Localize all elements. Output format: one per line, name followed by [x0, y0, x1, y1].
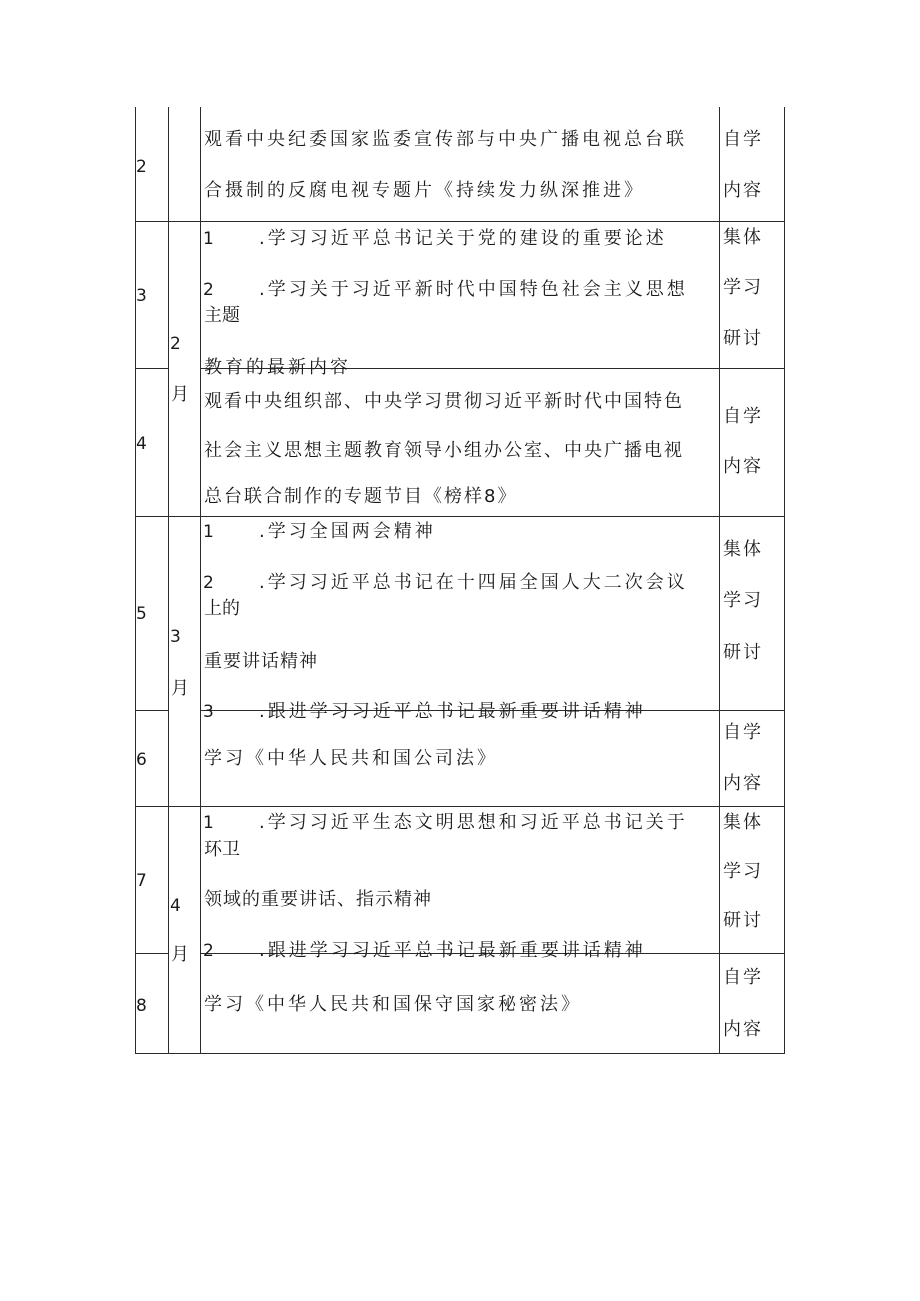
month-unit: 月 — [171, 678, 189, 699]
study-type-line: 集体 — [723, 539, 763, 560]
content-cell — [201, 954, 719, 1053]
study-type-line: 内容 — [723, 1019, 763, 1040]
content-line: 环卫 — [204, 839, 240, 860]
row-number: 3 — [136, 286, 147, 306]
row-number: 5 — [136, 604, 147, 624]
table-border-right — [784, 107, 785, 1054]
item-number: 1 — [203, 229, 214, 249]
column-divider-no — [168, 107, 169, 1054]
study-type-line: 学习 — [723, 590, 763, 611]
study-type-line: 学习 — [723, 277, 763, 298]
item-number: 2 — [203, 941, 214, 961]
content-line: 主题 — [204, 305, 240, 326]
content-cell — [201, 807, 719, 961]
content-line: 观看中央纪委国家监委宣传部与中央广播电视总台联 — [204, 129, 687, 150]
row-divider — [135, 368, 169, 369]
item-text: .跟进学习习近平总书记最新重要讲话精神 — [259, 701, 646, 722]
month-unit: 月 — [171, 944, 189, 965]
study-type-line: 内容 — [723, 456, 763, 477]
study-type-line: 研讨 — [723, 642, 763, 663]
content-line: 学习《中华人民共和国公司法》 — [204, 748, 498, 769]
study-type-line: 自学 — [723, 967, 763, 988]
table-border-bottom — [135, 1053, 785, 1054]
row-number: 6 — [136, 750, 147, 770]
table-border-left — [135, 107, 136, 1054]
item-number: 1 — [203, 522, 214, 542]
row-number: 7 — [136, 871, 147, 891]
content-line: 总台联合制作的专题节目《榜样8》 — [204, 486, 518, 507]
study-type-line: 内容 — [723, 180, 763, 201]
study-type-line: 学习 — [723, 861, 763, 882]
row-divider — [135, 953, 169, 954]
month-number: 2 — [170, 334, 181, 354]
month-number: 4 — [170, 896, 181, 916]
study-type-line: 自学 — [723, 129, 763, 150]
study-type-line: 自学 — [723, 722, 763, 743]
content-line: 领域的重要讲话、指示精神 — [204, 889, 432, 910]
content-line: 社会主义思想主题教育领导小组办公室、中央广播电视 — [204, 440, 684, 461]
study-type-line: 研讨 — [723, 328, 763, 349]
content-cell — [201, 711, 719, 806]
study-type-line: 研讨 — [723, 910, 763, 931]
content-line: 观看中央组织部、中央学习贯彻习近平新时代中国特色 — [204, 391, 684, 412]
content-line: 重要讲话精神 — [204, 651, 318, 672]
item-number: 1 — [203, 813, 214, 833]
content-line: 合摄制的反腐电视专题片《持续发力纵深推进》 — [204, 180, 645, 201]
row-divider — [135, 710, 169, 711]
content-cell — [201, 517, 719, 722]
content-line: 上的 — [204, 598, 240, 619]
study-type-line: 自学 — [723, 406, 763, 427]
item-number: 2 — [203, 280, 214, 300]
item-text: .学习关于习近平新时代中国特色社会主义思想 — [259, 279, 688, 300]
column-divider-content — [719, 107, 720, 1054]
row-number: 8 — [136, 996, 147, 1016]
month-number: 3 — [170, 627, 181, 647]
row-number: 4 — [136, 434, 147, 454]
item-number: 3 — [203, 702, 214, 722]
row-number: 2 — [136, 157, 147, 177]
study-type-line: 集体 — [723, 812, 763, 833]
item-text: .学习全国两会精神 — [259, 521, 436, 542]
content-line: 学习《中华人民共和国保守国家秘密法》 — [204, 994, 582, 1015]
content-cell — [201, 108, 719, 221]
item-text: .学习习近平生态文明思想和习近平总书记关于 — [259, 812, 688, 833]
month-unit: 月 — [171, 384, 189, 405]
item-text: .跟进学习习近平总书记最新重要讲话精神 — [259, 940, 646, 961]
item-text: .学习习近平总书记关于党的建设的重要论述 — [259, 228, 667, 249]
item-text: .学习习近平总书记在十四届全国人大二次会议 — [259, 572, 688, 593]
content-cell — [201, 369, 719, 516]
content-line: 教育的最新内容 — [204, 357, 351, 378]
content-cell — [201, 222, 719, 378]
item-number: 2 — [203, 573, 214, 593]
study-type-line: 内容 — [723, 773, 763, 794]
study-type-line: 集体 — [723, 227, 763, 248]
